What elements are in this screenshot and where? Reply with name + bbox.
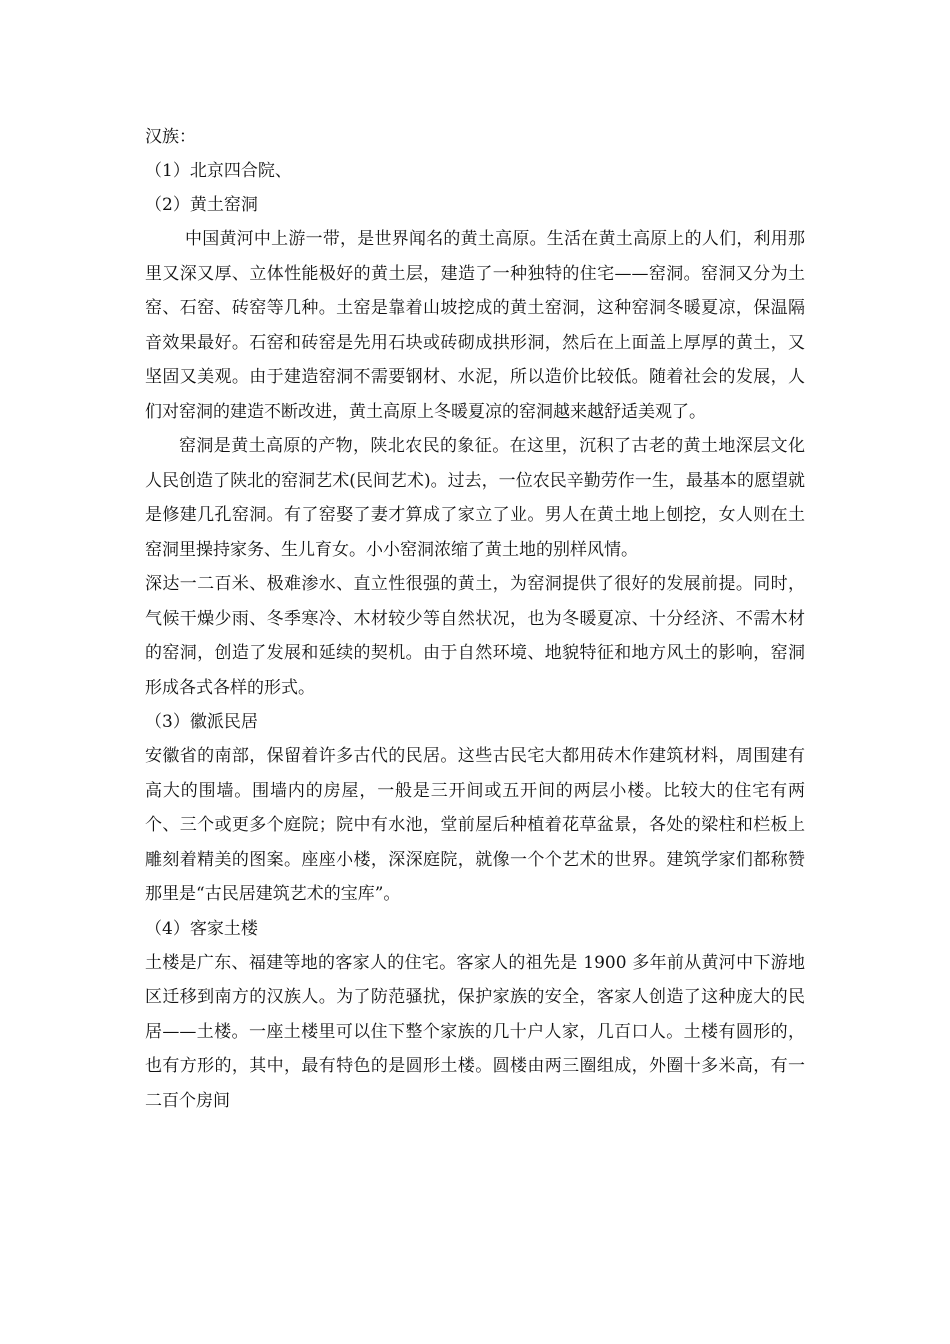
- paragraph-hakka-tulou: 土楼是广东、福建等地的客家人的住宅。客家人的祖先是 1900 多年前从黄河中下游地区迁移到南方的汉族人。为了防范骚扰，保护家族的安全，客家人创造了这种庞大的民居——土楼。一座土楼里可以住下整个家族的几十户人家，几百口人。土楼有圆形的，也有方形的，其中，最有特色的是圆形土楼。圆楼由两三圈组成，外圈十多米高，有一二百个房间: [145, 952, 805, 1111]
- paragraph-cave-conditions: 深达一二百米、极难渗水、直立性很强的黄土，为窑洞提供了很好的发展前提。同时，气候干燥少雨、冬季寒冷、木材较少等自然状况，也为冬暖夏凉、十分经济、不需木材的窑洞，创造了发展和延续的契机。由于自然环境、地貌特征和地方风土的影响，窑洞形成各式各样的形式。: [145, 574, 805, 698]
- heading-beijing-siheyuan: （1）北京四合院、: [145, 161, 292, 181]
- heading-loess-cave: （2）黄土窑洞: [145, 195, 258, 215]
- paragraph-cave-culture: 窑洞是黄土高原的产物，陕北农民的象征。在这里，沉积了古老的黄土地深层文化人民创造了陕北的窑洞艺术(民间艺术)。过去，一位农民辛勤劳作一生，最基本的愿望就是修建几孔窑洞。有了窑娶了妻才算成了家立了业。男人在黄土地上刨挖，女人则在土窑洞里操持家务、生儿育女。小小窑洞浓缩了黄土地的别样风情。: [145, 436, 805, 560]
- paragraph-cave-intro: 中国黄河中上游一带，是世界闻名的黄土高原。生活在黄土高原上的人们，利用那里又深又厚、立体性能极好的黄土层，建造了一种独特的住宅——窑洞。窑洞又分为土窑、石窑、砖窑等几种。土窑是靠着山坡挖成的黄土窑洞，这种窑洞冬暖夏凉，保温隔音效果最好。石窑和砖窑是先用石块或砖砌成拱形洞，然后在上面盖上厚厚的黄土，又坚固又美观。由于建造窑洞不需要钢材、水泥，所以造价比较低。随着社会的发展，人们对窑洞的建造不断改进，黄土高原上冬暖夏凉的窑洞越来越舒适美观了。: [145, 229, 805, 422]
- document-page: [145, 120, 805, 1118]
- paragraph-hui-style: 安徽省的南部，保留着许多古代的民居。这些古民宅大都用砖木作建筑材料，周围建有高大的围墙。围墙内的房屋，一般是三开间或五开间的两层小楼。比较大的住宅有两个、三个或更多个庭院；院中有水池，堂前屋后种植着花草盆景，各处的梁柱和栏板上雕刻着精美的图案。座座小楼，深深庭院，就像一个个艺术的世界。建筑学家们都称赞那里是“古民居建筑艺术的宝库”。: [145, 746, 805, 904]
- heading-hakka-tulou: （4）客家土楼: [145, 918, 258, 939]
- section-intro: 汉族：: [145, 127, 196, 147]
- heading-hui-style: （3）徽派民居: [145, 712, 258, 732]
